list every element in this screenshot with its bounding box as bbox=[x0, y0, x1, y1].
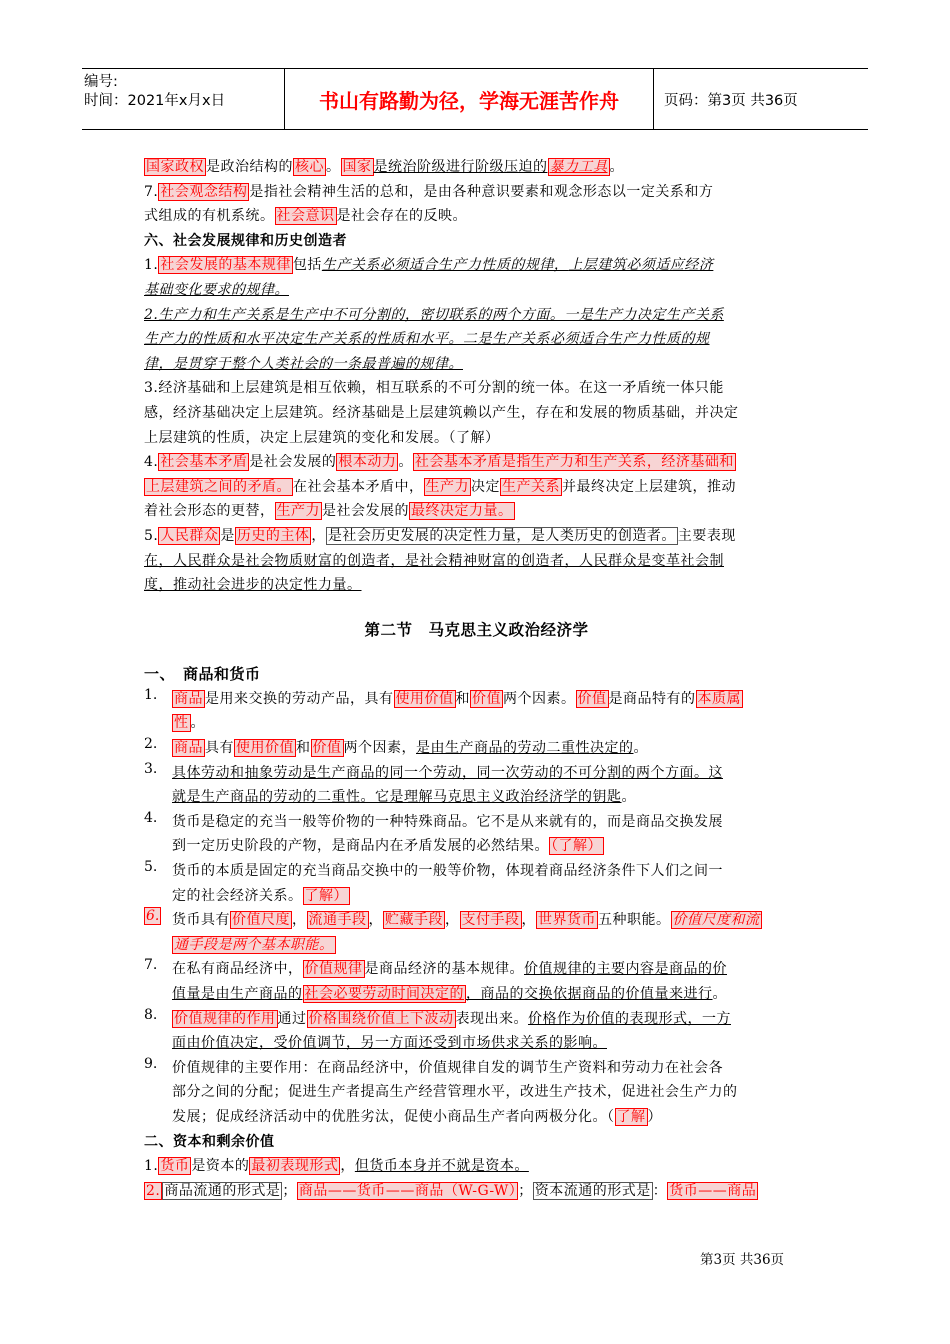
highlight: 生产关系 bbox=[502, 478, 560, 495]
underlined-text: 但货币本身并不就是资本。 bbox=[354, 1158, 529, 1175]
number-label: 编号: bbox=[84, 74, 118, 90]
highlight: 上层建筑之间的矛盾。 bbox=[146, 478, 291, 495]
underlined-text: 度，推动社会进步的决定性力量。 bbox=[144, 577, 362, 594]
highlight: 流通手段 bbox=[308, 912, 367, 929]
list-item-4 bbox=[144, 810, 809, 859]
text: 五种职能。 bbox=[598, 912, 671, 929]
underlined-text: 生产关系必须适合生产力性质的规律， bbox=[321, 257, 569, 274]
text: 是社会发展的 bbox=[249, 454, 337, 471]
highlight: 最终决定力量。 bbox=[411, 503, 513, 520]
text: 。 bbox=[190, 715, 205, 732]
text: 是指社会精神生活的总和，是由各种意识要素和观念形态以一定关系和方 bbox=[249, 183, 714, 200]
s6-item-3-line3: 上层建筑的性质，决定上层建筑的变化和发展。（了解） bbox=[144, 429, 500, 446]
highlight: 使用价值 bbox=[395, 690, 454, 707]
item-number: 1. bbox=[144, 686, 158, 703]
underlined-text: 具体劳动和抽象劳动是生产商品的同一个劳动，同一次劳动的不可分割的两个方面。这 bbox=[172, 764, 723, 781]
highlight: 生产力 bbox=[425, 478, 469, 495]
line bbox=[172, 933, 762, 958]
text: 在社会基本矛盾中， bbox=[293, 478, 424, 495]
header-meta bbox=[82, 69, 285, 129]
line bbox=[172, 884, 723, 909]
highlight: 价格围绕价值上下波动 bbox=[308, 1010, 454, 1027]
text: ； bbox=[518, 1182, 533, 1199]
text: 货币具有 bbox=[172, 912, 230, 929]
list-item-7 bbox=[144, 957, 809, 1006]
highlight: 社会发展的基本规律 bbox=[160, 257, 291, 274]
item-number: 8. bbox=[144, 1006, 158, 1023]
text: 着社会形态的更替， bbox=[144, 503, 275, 520]
highlight: 生产力 bbox=[276, 503, 320, 520]
text: ： bbox=[652, 1182, 668, 1199]
underlined-text: 基础变化要求的规律。 bbox=[144, 281, 289, 298]
line bbox=[172, 1031, 731, 1056]
text: 定的社会经济关系。 bbox=[172, 887, 303, 904]
highlight: 性 bbox=[174, 715, 189, 732]
item-number: 7. bbox=[144, 183, 159, 200]
boxed-text: 资本流通的形式是 bbox=[534, 1182, 651, 1199]
text: 表现出来。 bbox=[455, 1010, 528, 1027]
text: ， bbox=[292, 912, 307, 929]
highlight: 核心 bbox=[295, 159, 324, 175]
text: 。 bbox=[633, 740, 648, 757]
list-item-8 bbox=[144, 1007, 809, 1056]
text: 主要表现 bbox=[677, 527, 736, 544]
underlined-text: 上层建筑必须适应经济 bbox=[568, 257, 714, 274]
underlined-text: 律，是贯穿于整个人类社会的一条最普遍的规律。 bbox=[144, 355, 463, 372]
section-heading-6: 六、社会发展规律和历史创造者 bbox=[144, 232, 347, 249]
s6-item-5 bbox=[144, 524, 809, 549]
highlight: 国家 bbox=[342, 159, 372, 175]
item-number: 5. bbox=[144, 859, 158, 876]
s6-item-4 bbox=[144, 450, 809, 475]
text: 是用来交换的劳动产品，具有 bbox=[205, 690, 394, 707]
text: 是政治结构的 bbox=[206, 159, 293, 175]
s6-item-5-line3 bbox=[144, 573, 809, 598]
part-heading-1: 一、 商品和货币 bbox=[144, 665, 261, 684]
highlight: 国家政权 bbox=[146, 159, 204, 175]
highlight: 社会基本矛盾是指生产力和生产关系，经济基础和 bbox=[414, 454, 734, 471]
highlight: 通手段是两个基本职能。 bbox=[174, 936, 334, 953]
text: 具有 bbox=[205, 740, 234, 757]
underlined-text: 值量是由生产商品的 bbox=[172, 986, 303, 1002]
header-page-code: 页码：第3页 共36页 bbox=[664, 92, 798, 109]
paragraph-7 bbox=[144, 180, 809, 205]
text: 包括 bbox=[292, 257, 322, 274]
highlight: 使用价值 bbox=[236, 740, 294, 757]
text: 通过 bbox=[277, 1010, 307, 1027]
s6-item-2-line3 bbox=[144, 352, 809, 377]
list-item-5 bbox=[144, 859, 809, 908]
underlined-text: 是由生产商品的劳动二重性决定的 bbox=[416, 740, 634, 757]
list-item-9 bbox=[144, 1056, 809, 1130]
text: 并最终决定上层建筑，推动 bbox=[562, 478, 736, 495]
text: 到一定历史阶段的产物，是商品内在矛盾发展的必然结果。 bbox=[172, 838, 549, 855]
s6-item-3-line2: 感，经济基础决定上层建筑。经济基础是上层建筑赖以产生，存在和发展的物质基础，并决定 bbox=[144, 404, 739, 421]
s6-item-1-line2 bbox=[144, 278, 809, 303]
boxed-text: 是社会历史发展的决定性力量，是人类历史的创造者。 bbox=[327, 527, 676, 544]
part-heading-2: 二、资本和剩余价值 bbox=[144, 1133, 275, 1150]
highlight: 了解 bbox=[616, 1108, 646, 1125]
highlight: 社会基本矛盾 bbox=[160, 454, 248, 471]
line bbox=[172, 761, 723, 786]
highlight: 人民群众 bbox=[160, 527, 219, 544]
text: 是社会发展的 bbox=[322, 503, 409, 520]
boxed-text: 商品流通的形式是 bbox=[164, 1182, 281, 1199]
text: ， bbox=[521, 912, 536, 929]
capital-item-1 bbox=[144, 1154, 809, 1179]
header-motto: 书山有路勤为径，学海无涯苦作舟 bbox=[285, 69, 654, 129]
item-number: 4. bbox=[144, 809, 158, 826]
text: ， bbox=[368, 912, 383, 929]
underlined-text: 在，人民群众是社会物质财富的创造者，是社会精神财富的创造者，人民群众是变革社会制 bbox=[144, 552, 724, 569]
list-item-6 bbox=[144, 908, 809, 957]
highlight: 货币——商品 bbox=[669, 1182, 757, 1199]
line: 货币是稳定的充当一般等价物的一种特殊商品。它不是从来就有的，而是商品交换发展 bbox=[172, 813, 723, 830]
text: 发展；促成经济活动中的优胜劣汰，促使小商品生产者向两极分化。（ bbox=[172, 1108, 615, 1125]
highlight: 暴力工具 bbox=[549, 159, 608, 175]
s6-item-5-line2 bbox=[144, 549, 809, 574]
highlight: 世界货币 bbox=[538, 912, 596, 929]
s6-item-4-line2 bbox=[144, 475, 809, 500]
line bbox=[172, 736, 648, 761]
text: ， bbox=[445, 912, 460, 929]
highlight: 贮藏手段 bbox=[385, 912, 443, 929]
item-number: 3. bbox=[144, 760, 158, 777]
line bbox=[172, 1007, 731, 1032]
highlight: （了解） bbox=[551, 838, 602, 855]
document-body bbox=[144, 155, 809, 1203]
highlight: 了解） bbox=[304, 887, 348, 904]
item-number: 9. bbox=[144, 1055, 158, 1072]
underlined-text: ，商品的交换依据商品的价值量来进行 bbox=[466, 986, 713, 1002]
list-item-3 bbox=[144, 761, 809, 810]
underlined-text: 是统治阶级进行阶级压迫的 bbox=[373, 159, 548, 175]
text: ， bbox=[340, 1158, 355, 1175]
paragraph-state-power bbox=[144, 155, 809, 180]
line bbox=[172, 687, 743, 712]
highlight: 价值 bbox=[472, 690, 501, 707]
list-item-2 bbox=[144, 736, 809, 761]
item-number: 4. bbox=[144, 454, 159, 471]
section-title: 第二节 马克思主义政治经济学 bbox=[364, 620, 589, 639]
item-number: 2. bbox=[146, 1182, 161, 1199]
line bbox=[172, 957, 727, 982]
item-number: 7. bbox=[144, 957, 158, 974]
highlight: 商品 bbox=[174, 690, 203, 707]
highlight: 价值 bbox=[312, 740, 342, 757]
highlight: 社会意识 bbox=[276, 208, 335, 225]
page-footer: 第3页 共36页 bbox=[700, 1252, 785, 1268]
underlined-text: 价值规律的主要内容是商品的价 bbox=[524, 961, 727, 978]
line bbox=[172, 711, 743, 736]
highlight: 价值规律 bbox=[304, 961, 363, 978]
text: 是资本的 bbox=[191, 1158, 250, 1175]
highlight: 本质属 bbox=[697, 690, 741, 707]
text: 决定 bbox=[471, 478, 500, 495]
underlined-text: 2.生产力和生产关系是生产中不可分割的，密切联系的两个方面。一是生产力决定生产关系 bbox=[144, 306, 724, 323]
highlight: 货币 bbox=[160, 1158, 190, 1175]
item-number: 2. bbox=[144, 736, 158, 753]
underlined-text: 生产力的性质和水平决定生产关系的性质和水平。二是生产关系必须适合生产力性质的规 bbox=[144, 331, 710, 348]
text: 是商品经济的基本规律。 bbox=[364, 961, 524, 978]
line: 价值规律的主要作用：在商品经济中，价值规律自发的调节生产资料和劳动力在社会各 bbox=[172, 1059, 723, 1076]
highlight: 根本动力 bbox=[338, 454, 397, 471]
text: 是商品特有的 bbox=[608, 690, 696, 707]
highlight: 商品 bbox=[174, 740, 203, 757]
line bbox=[172, 1105, 738, 1130]
text: 和 bbox=[296, 740, 311, 757]
text: 是社会存在的反映。 bbox=[336, 208, 467, 225]
underlined-text: 价格作为价值的表现形式，一方 bbox=[528, 1010, 731, 1027]
highlight: 商品——货币——商品（W-G-W） bbox=[298, 1182, 517, 1199]
highlight: 价值规律的作用 bbox=[174, 1010, 276, 1027]
s6-item-4-line3 bbox=[144, 499, 809, 524]
page-header bbox=[82, 68, 868, 130]
underlined-text: 就是生产商品的劳动的二重性。它是理解马克思主义政治经济学的钥匙 bbox=[172, 789, 622, 806]
s6-item-1 bbox=[144, 253, 809, 278]
text: 是 bbox=[220, 527, 235, 544]
text: 和 bbox=[455, 690, 470, 707]
highlight: 支付手段 bbox=[461, 912, 520, 929]
highlight: 价值尺度 bbox=[232, 912, 290, 929]
text: 两个因素， bbox=[343, 740, 416, 757]
item-number: 1. bbox=[144, 257, 159, 274]
text: 。 bbox=[712, 986, 727, 1002]
paragraph-7-line2 bbox=[144, 204, 809, 229]
underlined-text: 面由价值决定，受价值调节，另一方面还受到市场供求关系的影响。 bbox=[172, 1035, 607, 1052]
highlight: 价值 bbox=[577, 690, 607, 707]
highlight: 社会必要劳动时间决定的 bbox=[304, 986, 464, 1002]
item-number: 5. bbox=[144, 527, 159, 544]
s6-item-2 bbox=[144, 303, 809, 328]
item-number: 1. bbox=[144, 1158, 159, 1175]
text: 。 bbox=[621, 789, 636, 806]
line bbox=[172, 834, 723, 859]
text: ； bbox=[282, 1182, 297, 1199]
text: ， bbox=[311, 527, 326, 544]
capital-item-2 bbox=[144, 1179, 809, 1204]
text: 。 bbox=[398, 454, 413, 471]
line: 部分之间的分配；促进生产者提高生产经营管理水平，改进生产技术，促进社会生产力的 bbox=[172, 1084, 738, 1101]
s6-item-3: 3.经济基础和上层建筑是相互依赖，相互联系的不可分割的统一体。在这一矛盾统一体只能 bbox=[144, 380, 724, 397]
text: 在私有商品经济中， bbox=[172, 961, 303, 978]
line bbox=[172, 982, 727, 1007]
highlight: 最初表现形式 bbox=[251, 1158, 339, 1175]
line: 货币的本质是固定的充当商品交换中的一般等价物，体现着商品经济条件下人们之间一 bbox=[172, 863, 723, 880]
highlight: 价值尺度和流 bbox=[672, 912, 760, 929]
text: 两个因素。 bbox=[503, 690, 576, 707]
item-number-wrap bbox=[144, 908, 172, 957]
text: 。 bbox=[326, 159, 341, 175]
list-item-1 bbox=[144, 687, 809, 736]
item-number: 6. bbox=[146, 908, 160, 925]
s6-item-2-line2 bbox=[144, 327, 809, 352]
line bbox=[172, 785, 723, 810]
highlight: 历史的主体 bbox=[236, 527, 310, 544]
date-label: 时间：2021年x月x日 bbox=[84, 93, 226, 109]
text: 式组成的有机系统。 bbox=[144, 208, 275, 225]
text: ） bbox=[647, 1108, 662, 1125]
text: 。 bbox=[609, 159, 624, 175]
highlight: 社会观念结构 bbox=[160, 183, 248, 200]
line bbox=[172, 908, 762, 933]
